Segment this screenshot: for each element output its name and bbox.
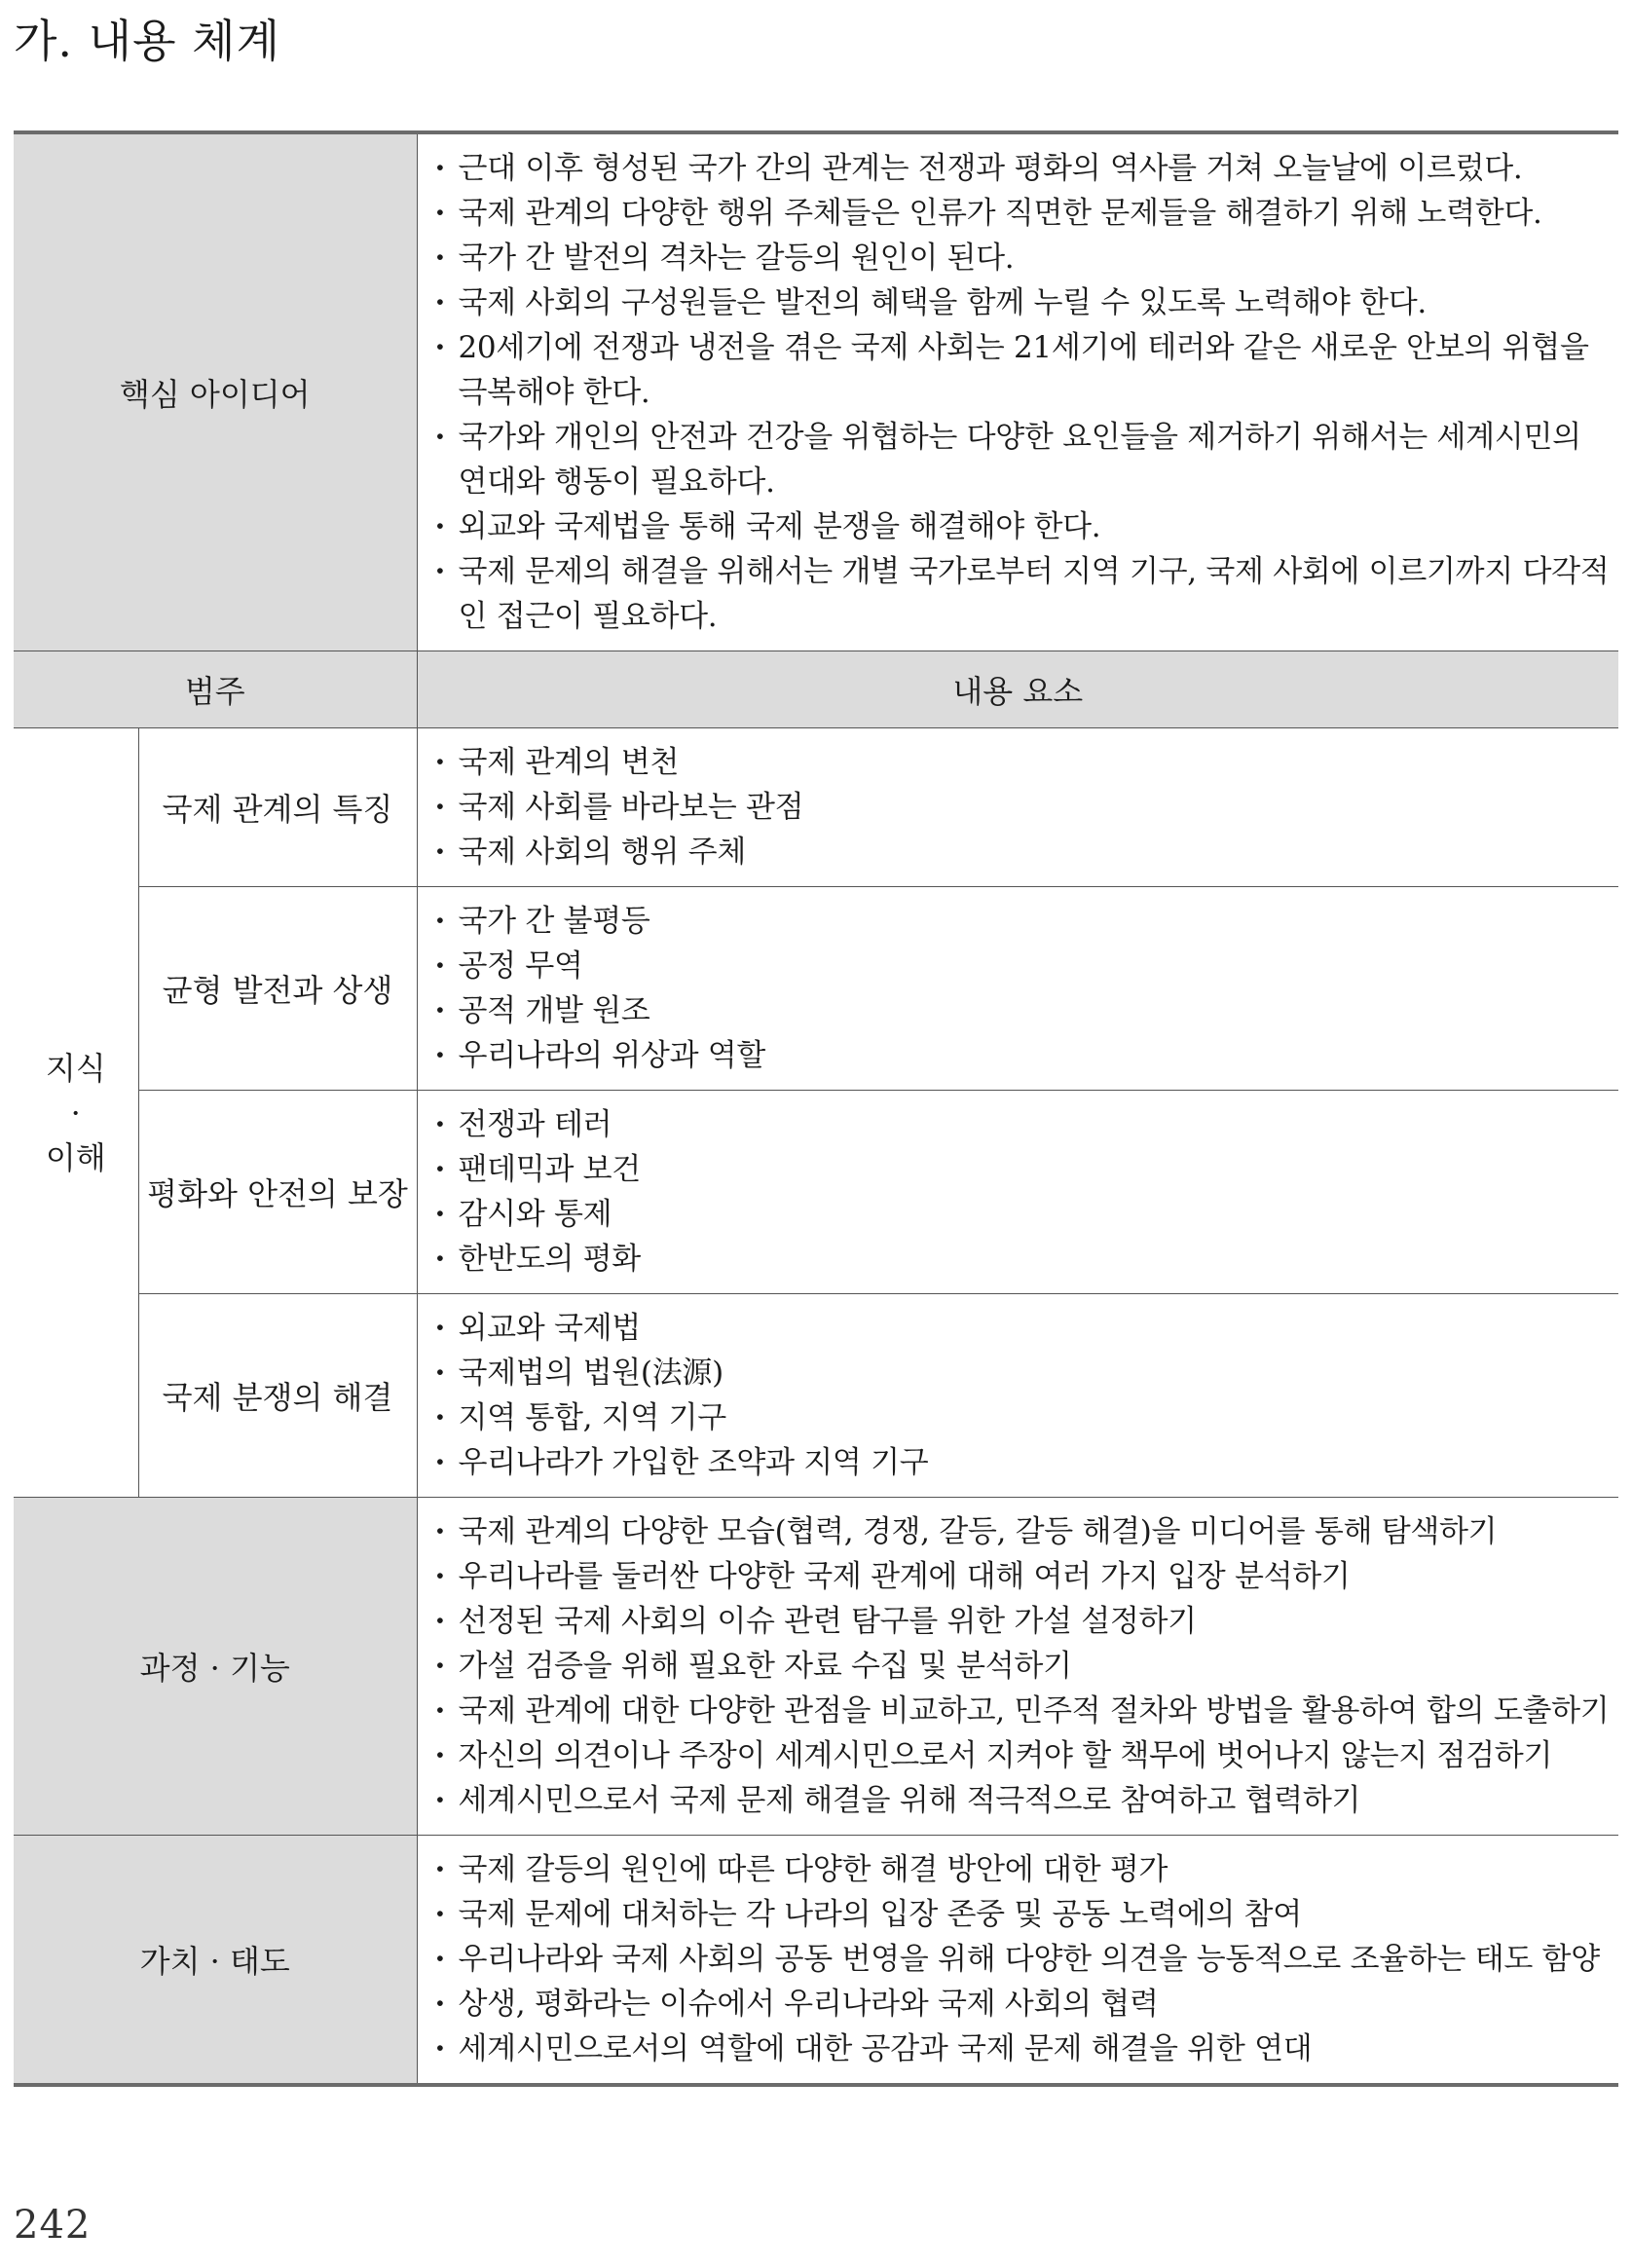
- section-title: 가. 내용 체계: [14, 15, 281, 67]
- list-item: · 국제 사회의 구성원들은 발전의 혜택을 함께 누릴 수 있도록 노력해야 한다.: [431, 280, 1613, 325]
- knowledge-group-title: 평화와 안전의 보장: [138, 1091, 417, 1294]
- category-header: 범주: [14, 651, 417, 728]
- knowledge-label: [14, 728, 138, 1498]
- list-item: · 국제 관계의 변천: [431, 740, 1613, 785]
- list-item: · 국제 문제에 대처하는 각 나라의 입장 존중 및 공동 노력에의 참여: [431, 1892, 1613, 1937]
- values-attitudes-list: [431, 1847, 1613, 2071]
- knowledge-group-list: [431, 740, 1613, 874]
- knowledge-label-bottom: 이해: [45, 1138, 106, 1176]
- list-item: · 우리나라가 가입한 조약과 지역 기구: [431, 1440, 1613, 1485]
- list-item: · 국제 갈등의 원인에 따른 다양한 해결 방안에 대한 평가: [431, 1847, 1613, 1892]
- list-item: · 국가와 개인의 안전과 건강을 위협하는 다양한 요인들을 제거하기 위해서는 세계시민의 연대와 행동이 필요하다.: [431, 415, 1613, 504]
- list-item: · 자신의 의견이나 주장이 세계시민으로서 지켜야 할 책무에 벗어나지 않는지 점검하기: [431, 1733, 1613, 1778]
- list-item: · 상생, 평화라는 이슈에서 우리나라와 국제 사회의 협력: [431, 1982, 1613, 2026]
- list-item: · 감시와 통제: [431, 1192, 1613, 1237]
- header-row: [14, 651, 1618, 728]
- knowledge-group-content: [417, 1294, 1618, 1498]
- knowledge-row: [14, 1294, 1618, 1498]
- core-ideas-row: [14, 132, 1618, 651]
- knowledge-group-content: [417, 887, 1618, 1091]
- curriculum-table: [14, 130, 1618, 2087]
- list-item: · 국제 관계에 대한 다양한 관점을 비교하고, 민주적 절차와 방법을 활용하여 합의 도출하기: [431, 1689, 1613, 1733]
- knowledge-group-title: 균형 발전과 상생: [138, 887, 417, 1091]
- core-ideas-label: 핵심 아이디어: [14, 132, 417, 651]
- list-item: · 국제 관계의 다양한 행위 주체들은 인류가 직면한 문제들을 해결하기 위해 노력한다.: [431, 191, 1613, 236]
- process-skills-row: [14, 1498, 1618, 1836]
- knowledge-label-dot: ·: [70, 1094, 81, 1132]
- list-item: · 공정 무역: [431, 944, 1613, 988]
- knowledge-group-title: 국제 분쟁의 해결: [138, 1294, 417, 1498]
- list-item: · 국제법의 법원(法源): [431, 1351, 1613, 1395]
- list-item: · 국제 문제의 해결을 위해서는 개별 국가로부터 지역 기구, 국제 사회에 이르기까지 다각적인 접근이 필요하다.: [431, 549, 1613, 639]
- list-item: · 20세기에 전쟁과 냉전을 겪은 국제 사회는 21세기에 테러와 같은 새로운 안보의 위협을 극복해야 한다.: [431, 325, 1613, 415]
- process-skills-list: [431, 1509, 1613, 1823]
- list-item: · 우리나라와 국제 사회의 공동 번영을 위해 다양한 의견을 능동적으로 조율하는 태도 함양: [431, 1937, 1613, 1982]
- values-attitudes-content: [417, 1836, 1618, 2086]
- list-item: · 국제 사회를 바라보는 관점: [431, 785, 1613, 830]
- core-ideas-content: [417, 132, 1618, 651]
- list-item: · 지역 통합, 지역 기구: [431, 1395, 1613, 1440]
- list-item: · 국가 간 발전의 격차는 갈등의 원인이 된다.: [431, 236, 1613, 280]
- list-item: · 가설 검증을 위해 필요한 자료 수집 및 분석하기: [431, 1644, 1613, 1689]
- values-attitudes-row: [14, 1836, 1618, 2086]
- knowledge-row: [14, 887, 1618, 1091]
- list-item: · 전쟁과 테러: [431, 1102, 1613, 1147]
- values-attitudes-label: 가치 · 태도: [14, 1836, 417, 2086]
- list-item: · 외교와 국제법을 통해 국제 분쟁을 해결해야 한다.: [431, 504, 1613, 549]
- knowledge-group-list: [431, 1306, 1613, 1485]
- content-elements-header: 내용 요소: [417, 651, 1618, 728]
- list-item: · 우리나라의 위상과 역할: [431, 1033, 1613, 1078]
- list-item: · 국제 관계의 다양한 모습(협력, 경쟁, 갈등, 갈등 해결)을 미디어를 통해 탐색하기: [431, 1509, 1613, 1554]
- knowledge-group-content: [417, 728, 1618, 887]
- knowledge-group-content: [417, 1091, 1618, 1294]
- list-item: · 근대 이후 형성된 국가 간의 관계는 전쟁과 평화의 역사를 거쳐 오늘날에 이르렀다.: [431, 146, 1613, 191]
- list-item: · 국제 사회의 행위 주체: [431, 830, 1613, 874]
- list-item: · 공적 개발 원조: [431, 988, 1613, 1033]
- list-item: · 외교와 국제법: [431, 1306, 1613, 1351]
- list-item: · 세계시민으로서의 역할에 대한 공감과 국제 문제 해결을 위한 연대: [431, 2026, 1613, 2071]
- process-skills-content: [417, 1498, 1618, 1836]
- list-item: · 국가 간 불평등: [431, 899, 1613, 944]
- process-skills-label: 과정 · 기능: [14, 1498, 417, 1836]
- knowledge-label-top: 지식: [45, 1049, 106, 1087]
- list-item: · 세계시민으로서 국제 문제 해결을 위해 적극적으로 참여하고 협력하기: [431, 1778, 1613, 1823]
- list-item: · 선정된 국제 사회의 이슈 관련 탐구를 위한 가설 설정하기: [431, 1599, 1613, 1644]
- knowledge-group-list: [431, 899, 1613, 1078]
- knowledge-row: [14, 1091, 1618, 1294]
- list-item: · 팬데믹과 보건: [431, 1147, 1613, 1192]
- page-number: 242: [14, 2203, 92, 2248]
- list-item: · 한반도의 평화: [431, 1237, 1613, 1282]
- knowledge-group-list: [431, 1102, 1613, 1282]
- core-ideas-list: [431, 146, 1613, 639]
- knowledge-row: [14, 728, 1618, 887]
- knowledge-group-title: 국제 관계의 특징: [138, 728, 417, 887]
- list-item: · 우리나라를 둘러싼 다양한 국제 관계에 대해 여러 가지 입장 분석하기: [431, 1554, 1613, 1599]
